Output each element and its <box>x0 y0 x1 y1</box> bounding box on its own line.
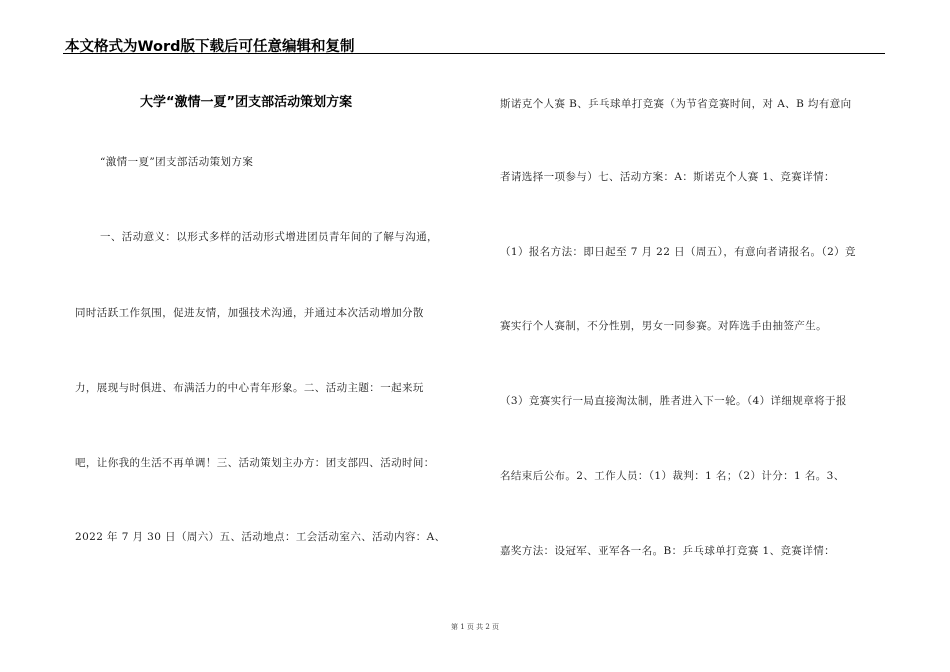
header-banner: 本文格式为Word版下载后可任意编辑和复制 <box>65 39 355 55</box>
right-line-paragraph: 嘉奖方法：设冠军、亚军各一名。B：乒乓球单打竞赛 1、竞赛详情： <box>500 545 836 557</box>
right-line-paragraph: 斯诺克个人赛 B、乒乓球单打竞赛（为节省竞赛时间，对 A、B 均有意向 <box>500 98 852 110</box>
left-line-paragraph: 力，展现与时俱进、布满活力的中心青年形象。二、活动主题：一起来玩 <box>75 382 424 394</box>
left-line-subtitle: “激情一夏”团支部活动策划方案 <box>100 156 254 168</box>
right-line-paragraph: （1）报名方法：即日起至 7 月 22 日（周五），有意向者请报名。（2）竞 <box>500 246 856 258</box>
left-line-paragraph: 2022 年 7 月 30 日（周六）五、活动地点：工会活动室六、活动内容：A、 <box>75 531 446 543</box>
left-line-paragraph: 吧，让你我的生活不再单调！三、活动策划主办方：团支部四、活动时间： <box>75 457 435 469</box>
header-divider <box>63 53 885 54</box>
right-line-paragraph: （3）竞赛实行一局直接淘汰制，胜者进入下一轮。（4）详细规章将于报 <box>500 395 847 407</box>
left-line-paragraph: 同时活跃工作氛围，促进友情，加强技术沟通，并通过本次活动增加分散 <box>75 307 424 319</box>
right-line-paragraph: 赛实行个人赛制，不分性别，男女一同参赛。对阵选手由抽签产生。 <box>500 320 827 332</box>
document-title: 大学“激情一夏”团支部活动策划方案 <box>140 95 353 110</box>
right-line-paragraph: 者请选择一项参与）七、活动方案：A：斯诺克个人赛 1、竞赛详情： <box>500 171 835 183</box>
right-line-paragraph: 名结束后公布。2、工作人员：（1）裁判：1 名；（2）计分：1 名。3、 <box>500 470 845 482</box>
page-number: 第 1 页 共 2 页 <box>450 623 500 631</box>
left-line-paragraph: 一、活动意义：以形式多样的活动形式增进团员青年间的了解与沟通， <box>100 231 438 243</box>
